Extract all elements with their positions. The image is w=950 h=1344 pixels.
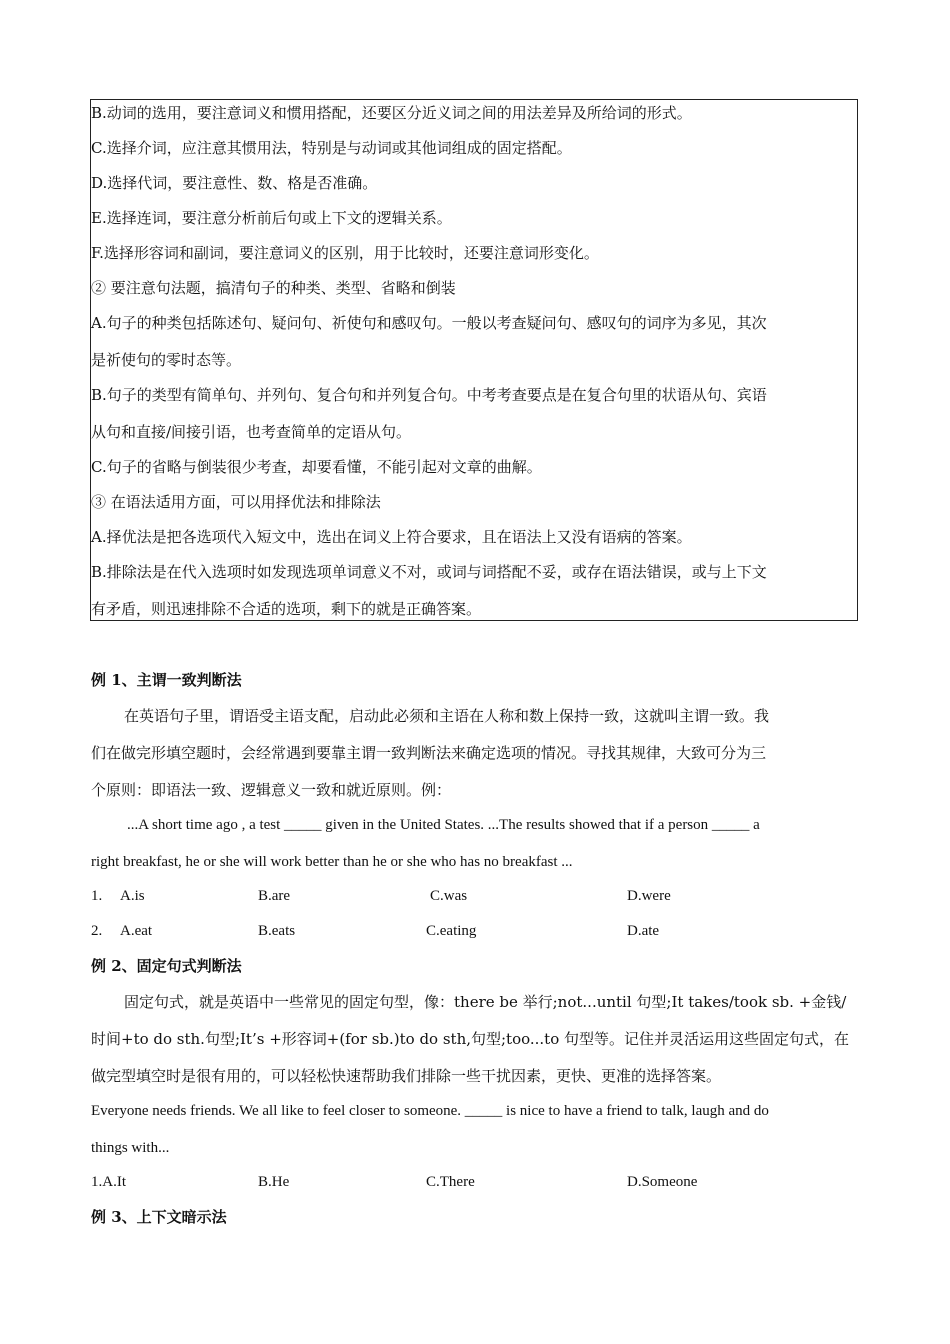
passage-line: Everyone needs friends. We all like to feel closer to someone. _____ is nice to have a friend to talk, laugh and do	[91, 1103, 769, 1119]
box-line: ② 要注意句法题，搞清句子的种类、类型、省略和倒装	[91, 279, 456, 297]
example-2-heading: 例 2、固定句式判断法	[91, 957, 242, 975]
option-c: C.eating	[426, 923, 477, 939]
box-line: B.排除法是在代入选项时如发现选项单词意义不对，或词与词搭配不妥，或存在语法错误，或与上下文	[91, 563, 767, 581]
box-line: B.动词的选用，要注意词义和惯用搭配，还要区分近义词之间的用法差异及所给词的形式。	[91, 104, 692, 122]
box-line: A.择优法是把各选项代入短文中，选出在词义上符合要求，且在语法上又没有语病的答案。	[91, 528, 692, 546]
box-line: 有矛盾，则迅速排除不合适的选项，剩下的就是正确答案。	[91, 600, 482, 618]
box-line: ③ 在语法适用方面，可以用择优法和排除法	[91, 493, 381, 511]
paragraph-line: 固定句式，就是英语中一些常见的固定句型，像：there be 举行;not...until 句型;It takes/took sb. +金钱/	[124, 993, 847, 1011]
option-a: A.is	[120, 888, 145, 904]
paragraph-line: 在英语句子里，谓语受主语支配，启动此必须和主语在人称和数上保持一致，这就叫主谓一致。我	[124, 707, 770, 725]
option-d: D.ate	[627, 923, 660, 939]
option-c: C.There	[426, 1174, 475, 1190]
box-line: 从句和直接/间接引语，也考查简单的定语从句。	[91, 423, 412, 441]
option-b: B.eats	[258, 923, 296, 939]
box-line: A.句子的种类包括陈述句、疑问句、祈使句和感叹句。一般以考查疑问句、感叹句的词序为多见，其次	[91, 314, 767, 332]
box-line: D.选择代词，要注意性、数、格是否准确。	[91, 174, 378, 192]
passage-line: things with...	[91, 1140, 170, 1156]
option-a: A.eat	[120, 923, 153, 939]
box-line: B.句子的类型有简单句、并列句、复合句和并列复合句。中考考查要点是在复合句里的状语从句、宾语	[91, 386, 767, 404]
box-line: 是祈使句的零时态等。	[91, 351, 242, 369]
box-line: F.选择形容词和副词，要注意词义的区别，用于比较时，还要注意词形变化。	[91, 244, 599, 262]
example-1-heading: 例 1、主谓一致判断法	[91, 671, 242, 689]
option-d: D.were	[627, 888, 671, 904]
paragraph-line: 做完型填空时是很有用的，可以轻松快速帮助我们排除一些干扰因素，更快、更准的选择答案。	[91, 1067, 722, 1085]
passage-line: ...A short time ago , a test _____ given in the United States. ...The results showed that if a person _____ a	[127, 817, 760, 833]
option-b: B.He	[258, 1174, 290, 1190]
option-b: B.are	[258, 888, 291, 904]
option-a: 1.A.It	[91, 1174, 126, 1190]
box-line: E.选择连词，要注意分析前后句或上下文的逻辑关系。	[91, 209, 452, 227]
option-d: D.Someone	[627, 1174, 698, 1190]
question-number: 2.	[91, 923, 103, 939]
example-3-heading: 例 3、上下文暗示法	[91, 1208, 227, 1226]
box-line: C.句子的省略与倒装很少考查，却要看懂，不能引起对文章的曲解。	[91, 458, 542, 476]
option-c: C.was	[430, 888, 468, 904]
passage-line: right breakfast, he or she will work better than he or she who has no breakfast ...	[91, 854, 573, 870]
paragraph-line: 个原则：即语法一致、逻辑意义一致和就近原则。例：	[91, 781, 452, 799]
paragraph-line: 们在做完形填空题时，会经常遇到要靠主谓一致判断法来确定选项的情况。寻找其规律，大致可分为三	[91, 744, 767, 762]
paragraph-line: 时间+to do sth.句型;It’s +形容词+(for sb.)to do sth,句型;too...to 句型等。记住并灵活运用这些固定句式，在	[91, 1030, 850, 1048]
box-line: C.选择介词，应注意其惯用法，特别是与动词或其他词组成的固定搭配。	[91, 139, 572, 157]
question-number: 1.	[91, 888, 103, 904]
